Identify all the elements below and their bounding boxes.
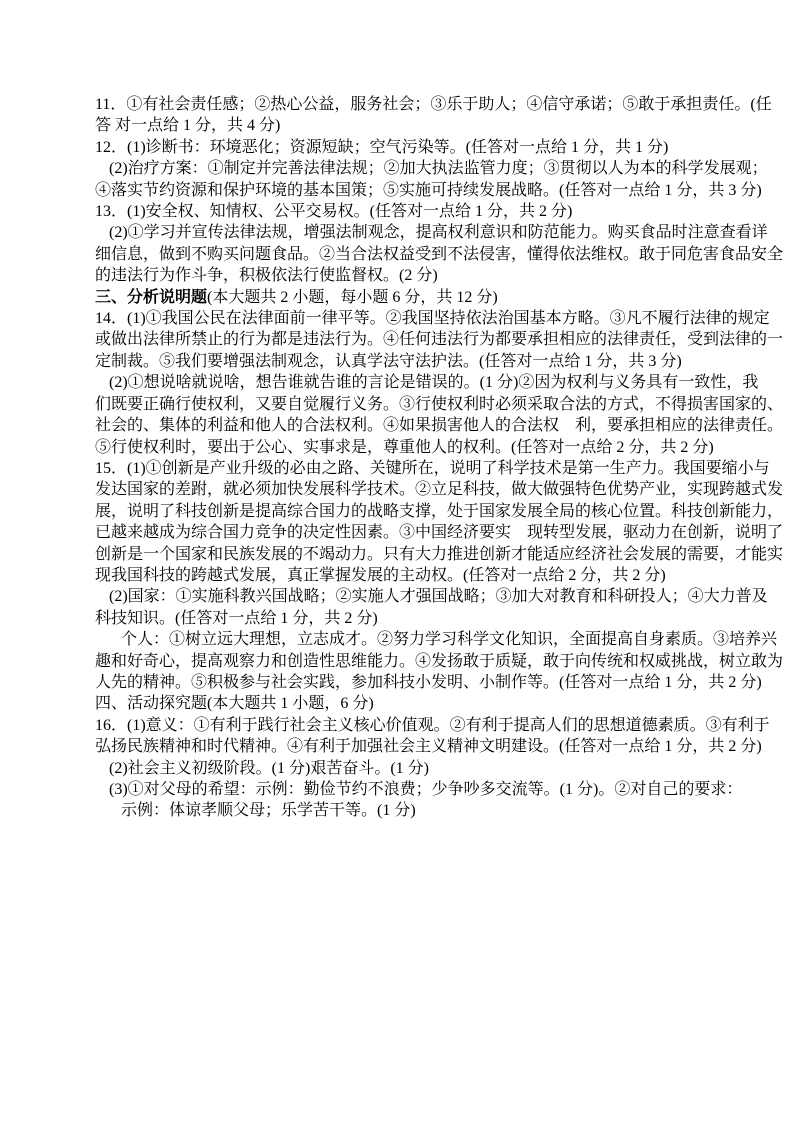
text-line: [95, 201, 735, 222]
text-line: [95, 415, 784, 436]
line-text: 或做出法律所禁止的行为都是违法行为。④任何违法行为都要承担相应的法律责任，受到法律的一: [95, 331, 784, 349]
text-line: [95, 394, 784, 415]
text-line: [95, 693, 735, 714]
text-line: [95, 501, 784, 522]
line-text: 13．(1)安全权、知情权、公平交易权。(任答对一点给 1 分，共 2 分): [95, 203, 573, 221]
text-line: [95, 115, 735, 136]
line-text: (2)①想说啥就说啥，想告谁就告谁的言论是错误的。(1 分)②因为权利与义务具有一致性，我: [109, 374, 759, 392]
text-line: [95, 94, 772, 115]
line-text: 答 对一点给 1 分，共 4 分): [95, 117, 281, 135]
line-text: 个人：①树立远大理想，立志成才。②努力学习科学文化知识，全面提高自身素质。③培养兴: [121, 631, 778, 649]
text-line: [95, 544, 784, 565]
line-text: (2)治疗方案：①制定并完善法律法规；②加大执法监管力度；③贯彻以人为本的科学发展观；: [109, 160, 768, 178]
line-text: 四、活动探究题(本大题共 1 小题，6 分): [95, 695, 374, 713]
line-text: 们既要正确行使权利，又要自觉履行义务。③行使权利时必须采取合法的方式，不得损害国家的、: [95, 395, 784, 413]
text-line: [95, 244, 784, 265]
text-line: [95, 651, 784, 672]
line-text: 人先的精神。⑤积极参与社会实践，参加科技小发明、小制作等。(任答对一点给 1 分，共 2 分): [95, 673, 762, 691]
line-text: 创新是一个国家和民族发展的不竭动力。只有大力推进创新才能适应经济社会发展的需要，才能实: [95, 545, 784, 563]
text-line: [95, 372, 759, 393]
text-line: [95, 479, 784, 500]
line-text: 细信息，做到不购买问题食品。②当合法权益受到不法侵害，懂得依法维权。敢于同危害食品安全: [95, 245, 784, 263]
text-line: [95, 458, 770, 479]
text-line: [95, 715, 770, 736]
text-line: [95, 758, 735, 779]
text-line: [95, 586, 768, 607]
section-heading-line: [95, 287, 735, 308]
line-text: 趣和好奇心，提高观察力和创造性思维能力。④发扬敢于质疑，敢于向传统和权威挑战，树立敢为: [95, 652, 784, 670]
text-line: [95, 329, 784, 350]
answer-lines: [95, 94, 784, 822]
text-line: [95, 222, 768, 243]
line-text: (2)①学习并宣传法律法规，增强法制观念，提高权利意识和防范能力。购买食品时注意查看详: [109, 224, 768, 242]
line-text: (2)国家：①实施科教兴国战略；②实施人才强国战略；③加大对教育和科研投人；④大力普及: [109, 588, 768, 606]
line-text: 展，说明了科技创新是提高综合国力的战略支撑，处于国家发展全局的核心位置。科技创新能力，: [95, 502, 784, 520]
text-line: [95, 180, 762, 201]
text-line: [95, 437, 735, 458]
text-line: [95, 565, 735, 586]
text-line: [95, 736, 762, 757]
line-text: ④落实节约资源和保护环境的基本国策；⑤实施可持续发展战略。(任答对一点给 1 分，共 3 分): [95, 181, 762, 199]
line-text: 已越来越成为综合国力竞争的决定性因素。③中国经济要实 现转型发展，驱动力在创新，说明了: [95, 524, 784, 542]
text-line: [95, 351, 735, 372]
line-text: 发达国家的差跗，就必须加快发展科学技术。②立足科技，做大做强特色优势产业，实现跨越式发: [95, 481, 784, 499]
line-text: 示例：体谅孝顺父母；乐学苦干等。(1 分): [121, 802, 416, 820]
line-text: (本大题共 2 小题，每小题 6 分，共 12 分): [207, 288, 498, 306]
text-line: [95, 800, 735, 821]
text-line: [95, 779, 743, 800]
line-text: (3)①对父母的希望：示例：勤俭节约不浪费；少争吵多交流等。(1 分)。②对自己的要求：: [109, 781, 743, 798]
line-text: 的违法行为作斗争，积极依法行使监督权。(2 分): [95, 267, 438, 285]
line-text: 定制裁。⑤我们要增强法制观念，认真学法守法护法。(任答对一点给 1 分，共 3 分): [95, 352, 682, 370]
text-line: [95, 265, 735, 286]
text-line: [95, 608, 735, 629]
text-line: [95, 308, 770, 329]
line-text: 现我国科技的跨越式发展，真正掌握发展的主动权。(任答对一点给 2 分，共 2 分): [95, 566, 666, 584]
line-text: 科技知识。(任答对一点给 1 分，共 2 分): [95, 609, 378, 627]
line-text: 12．(1)诊断书：环境恶化；资源短缺；空气污染等。(任答对一点给 1 分，共 1 分): [95, 138, 669, 156]
line-text: 社会的、集体的利益和他人的合法权利。④如果损害他人的合法权 利，要承担相应的法律责任。: [95, 417, 784, 435]
line-text: 16．(1)意义：①有利于践行社会主义核心价值观。②有利于提高人们的思想道德素质。③有利于: [95, 716, 770, 734]
section-heading: 三、分析说明题: [95, 288, 208, 306]
text-line: [95, 672, 762, 693]
line-text: 11．①有社会责任感；②热心公益，服务社会；③乐于助人；④信守承诺；⑤敢于承担责任。(任: [95, 96, 772, 113]
line-text: 15．(1)①创新是产业升级的必由之路、关键所在，说明了科学技术是第一生产力。我国要缩小与: [95, 459, 770, 477]
line-text: ⑤行使权利时，要出于公心、实事求是，尊重他人的权利。(任答对一点给 2 分，共 2 分): [95, 438, 714, 456]
text-line: [95, 158, 768, 179]
text-line: [95, 629, 778, 650]
text-line: [95, 522, 784, 543]
text-line: [95, 137, 735, 158]
line-text: (2)社会主义初级阶段。(1 分)艰苦奋斗。(1 分): [109, 759, 429, 777]
line-text: 弘扬民族精神和时代精神。④有利于加强社会主义精神文明建设。(任答对一点给 1 分，共 2 分): [95, 738, 762, 756]
line-text: 14．(1)①我国公民在法律面前一律平等。②我国坚持依法治国基本方略。③凡不履行法律的规定: [95, 310, 770, 328]
